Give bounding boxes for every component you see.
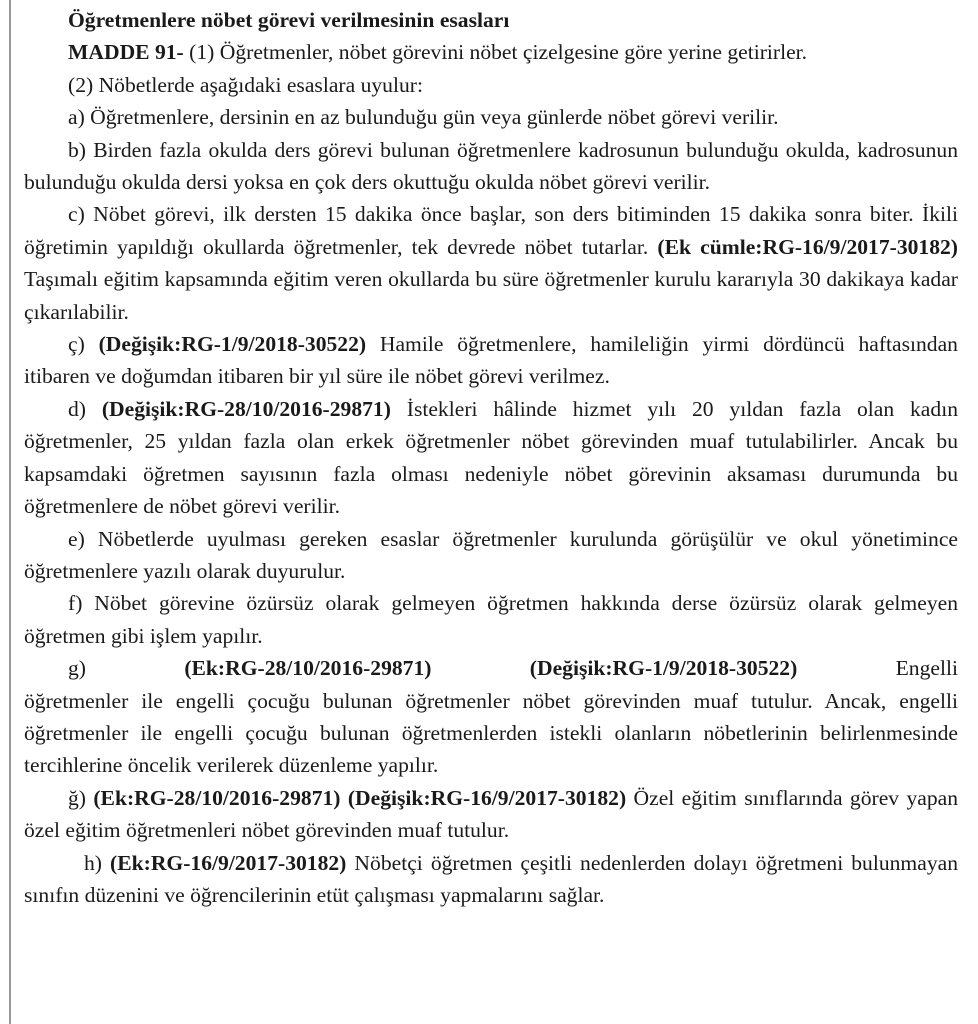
item-gg-prefix: ğ)	[68, 785, 94, 810]
item-gg-text: Özel eğitim sınıflarında görev yapan özel eğitim öğretmenleri nöbet görevinden muaf tutulur.	[24, 785, 958, 843]
item-d-text: İstekleri hâlinde hizmet yılı 20 yıldan fazla olan kadın öğretmenler, 25 yıldan fazla olan erkek öğretmenler nöbet görevinden muaf tutulabilirler. Ancak bu kapsamdaki öğretmen sayısının fazla olması nedeniyle nöbet görevinin aksaması durumunda bu öğretmenlere de nöbet görevi verilir.	[24, 396, 958, 519]
item-h-prefix: h)	[84, 850, 111, 875]
madde-label: MADDE 91-	[68, 40, 184, 65]
item-g-first-word: Engelli	[895, 656, 958, 681]
item-g	[24, 652, 958, 782]
item-d-prefix: d)	[68, 396, 102, 421]
item-e: e) Nöbetlerde uyulması gereken esaslar öğretmenler kurulunda görüşülür ve okul yönetimince öğretmenlere yazılı olarak duyurulur.	[24, 526, 958, 583]
item-g-prefix: g)	[68, 656, 86, 681]
item-c	[24, 198, 958, 328]
item-g-amendment-2: (Değişik:RG-1/9/2018-30522)	[529, 656, 798, 681]
item-c-text-2: Taşımalı eğitim kapsamında eğitim veren okullarda bu süre öğretmenler kurulu kararıyla 30 dakikaya kadar çıkarılabilir.	[24, 267, 958, 324]
item-h-amendment: (Ek:RG-16/9/2017-30182)	[110, 850, 347, 875]
item-g-first-line	[24, 652, 958, 684]
item-h-text: Nöbetçi öğretmen çeşitli nedenlerden dolayı öğretmeni bulunmayan sınıfın düzenini ve öğrencilerinin etüt çalışması yapmalarını sağlar.	[24, 850, 958, 907]
madde-text: (1) Öğretmenler, nöbet görevini nöbet çizelgesine göre yerine getirirler.	[183, 40, 808, 65]
article-madde	[24, 36, 958, 68]
article-title	[24, 4, 958, 36]
item-b: b) Birden fazla okulda ders görevi bulunan öğretmenlere kadrosunun bulunduğu okulda, kadrosunun bulunduğu okulda dersi yoksa en çok ders okuttuğu okulda nöbet görevi verilir.	[24, 137, 958, 195]
item-intro: (2) Nöbetlerde aşağıdaki esaslara uyulur:	[68, 72, 423, 97]
item-gg	[24, 782, 958, 847]
item-c-text-1: c) Nöbet görevi, ilk dersten 15 dakika önce başlar, son ders bitiminden 15 dakika sonra biter. İkili öğretimin yapıldığı okullarda öğretmenler, tek devrede nöbet tutarlar.	[24, 202, 958, 259]
item-cc-prefix: ç)	[68, 332, 99, 357]
item-cc-amendment: (Değişik:RG-1/9/2018-30522)	[98, 332, 367, 357]
item-g-text: öğretmenler ile engelli çocuğu bulunan öğretmenler nöbet görevinden muaf tutulur. Ancak, engelli öğretmenler ile engelli çocuğu bulunan öğretmenlerden istekli olanların nöbetlerinin belirlenmesinde tercihlerine öncelik verilerek düzenleme yapılır.	[24, 688, 958, 778]
item-d-amendment: (Değişik:RG-28/10/2016-29871)	[101, 396, 391, 421]
item-cc-text: Hamile öğretmenlere, hamileliğin yirmi dördüncü haftasından itibaren ve doğumdan itibaren bir yıl süre ile nöbet görevi verilmez.	[24, 332, 958, 389]
item-gg-amendment-1: (Ek:RG-28/10/2016-29871)	[93, 785, 341, 810]
left-margin-rule	[9, 0, 11, 1024]
item-f: f) Nöbet görevine özürsüz olarak gelmeyen öğretmen hakkında derse özürsüz olarak gelmeyen öğretmen gibi işlem yapılır.	[24, 591, 958, 648]
article-title-text: Öğretmenlere nöbet görevi verilmesinin esasları	[68, 8, 510, 32]
item-cc	[24, 328, 958, 393]
item-g-amendment-1: (Ek:RG-28/10/2016-29871)	[184, 656, 432, 681]
item-d	[24, 393, 958, 523]
item-h	[24, 847, 958, 912]
item-c-amendment: (Ek cümle:RG-16/9/2017-30182)	[657, 234, 959, 259]
document-page	[24, 4, 958, 911]
item-gg-amendment-2: (Değişik:RG-16/9/2017-30182)	[347, 785, 627, 810]
item-a: a) Öğretmenlere, dersinin en az bulunduğu gün veya günlerde nöbet görevi verilir.	[68, 105, 779, 130]
